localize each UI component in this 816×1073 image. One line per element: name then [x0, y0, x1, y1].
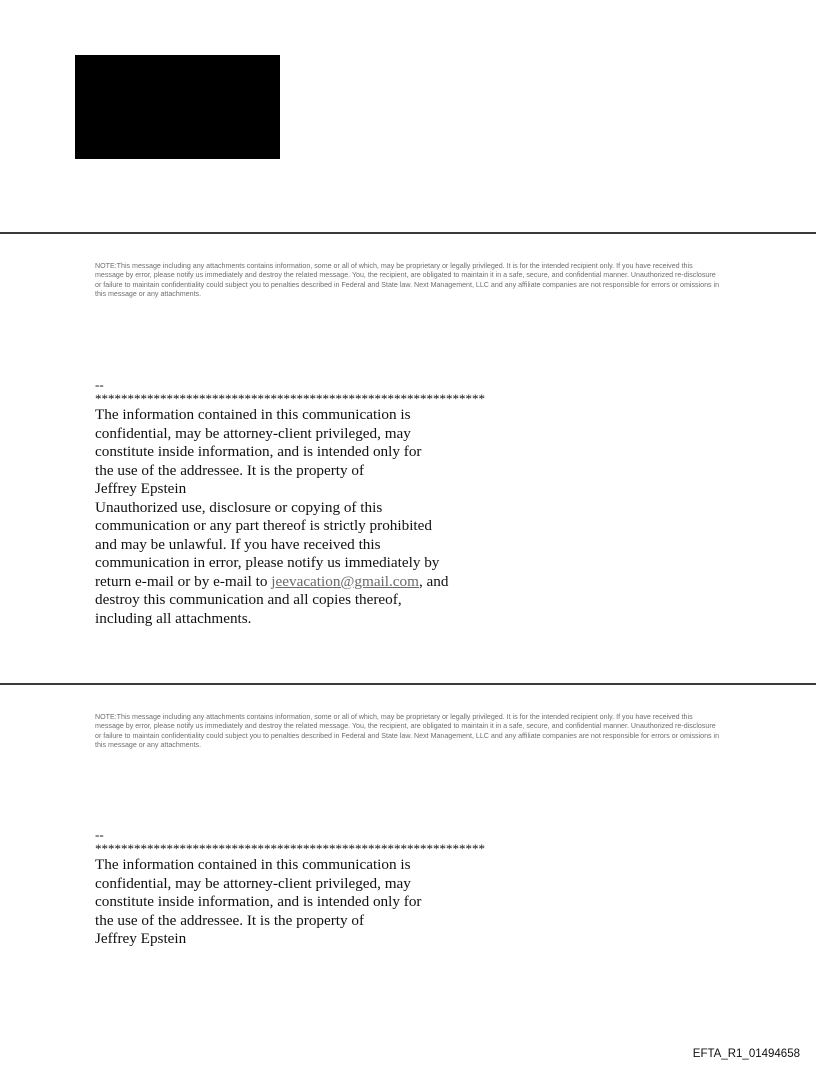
text-line: Jeffrey Epstein [95, 930, 187, 947]
text-line: destroy this communication and all copies thereof, [95, 591, 402, 608]
separator-stars: ************************************************************ [95, 391, 485, 406]
email-suffix: , and [418, 572, 449, 590]
text-line: constitute inside information, and is intended only for [95, 443, 422, 460]
text-line: The information contained in this communication is [95, 856, 411, 873]
divider-2 [0, 683, 816, 685]
redaction-box [75, 55, 280, 159]
text-line: Unauthorized use, disclosure or copying of this [95, 498, 383, 516]
confidentiality-block-1 [95, 378, 595, 628]
text-line: constitute inside information, and is intended only for [95, 893, 422, 910]
text-line: communication or any part thereof is strictly prohibited [95, 517, 432, 534]
confidentiality-block-2 [95, 828, 595, 949]
text-line: communication in error, please notify us immediately by [95, 554, 440, 571]
text-line: the use of the addressee. It is the property of [95, 461, 365, 479]
divider-1 [0, 232, 816, 234]
legal-notice-2: NOTE:This message including any attachments contains information, some or all of which, may be proprietary or legally privileged. It is for the intended recipient only. If you have received this message by error, please notify us immediately and destroy the related message. You, the recipient, are obligated to maintain it in a safe, secure, and confidential manner. Unauthorized re-disclosure or failure to maintain confidentiality could subject you to penalties described in Federal and State law. Next Management, LLC and any affiliate companies are not responsible for errors or omissions in this message or any attachments. [95, 713, 720, 750]
text-line: Jeffrey Epstein [95, 480, 187, 497]
text-line: the use of the addressee. It is the property of [95, 911, 365, 929]
text-line-with-email [95, 573, 595, 592]
legal-notice-1: NOTE:This message including any attachments contains information, some or all of which, may be proprietary or legally privileged. It is for the intended recipient only. If you have received this message by error, please notify us immediately and destroy the related message. You, the recipient, are obligated to maintain it in a safe, secure, and confidential manner. Unauthorized re-disclosure or failure to maintain confidentiality could subject you to penalties described in Federal and State law. Next Management, LLC and any affiliate companies are not responsible for errors or omissions in this message or any attachments. [95, 262, 720, 299]
text-line: including all attachments. [95, 609, 252, 627]
separator-stars: ************************************************************ [95, 841, 485, 856]
document-id: EFTA_R1_01494658 [692, 1048, 800, 1060]
email-prefix: return e-mail or by e-mail to [95, 572, 272, 590]
email-link[interactable]: jeevacation@gmail.com [271, 572, 419, 590]
text-line: The information contained in this communication is [95, 406, 411, 423]
separator-dashes: -- [95, 827, 104, 842]
separator-dashes: -- [95, 377, 104, 392]
text-line: confidential, may be attorney-client privileged, may [95, 424, 411, 442]
text-line: confidential, may be attorney-client privileged, may [95, 874, 411, 892]
text-line: and may be unlawful. If you have received this [95, 535, 381, 553]
